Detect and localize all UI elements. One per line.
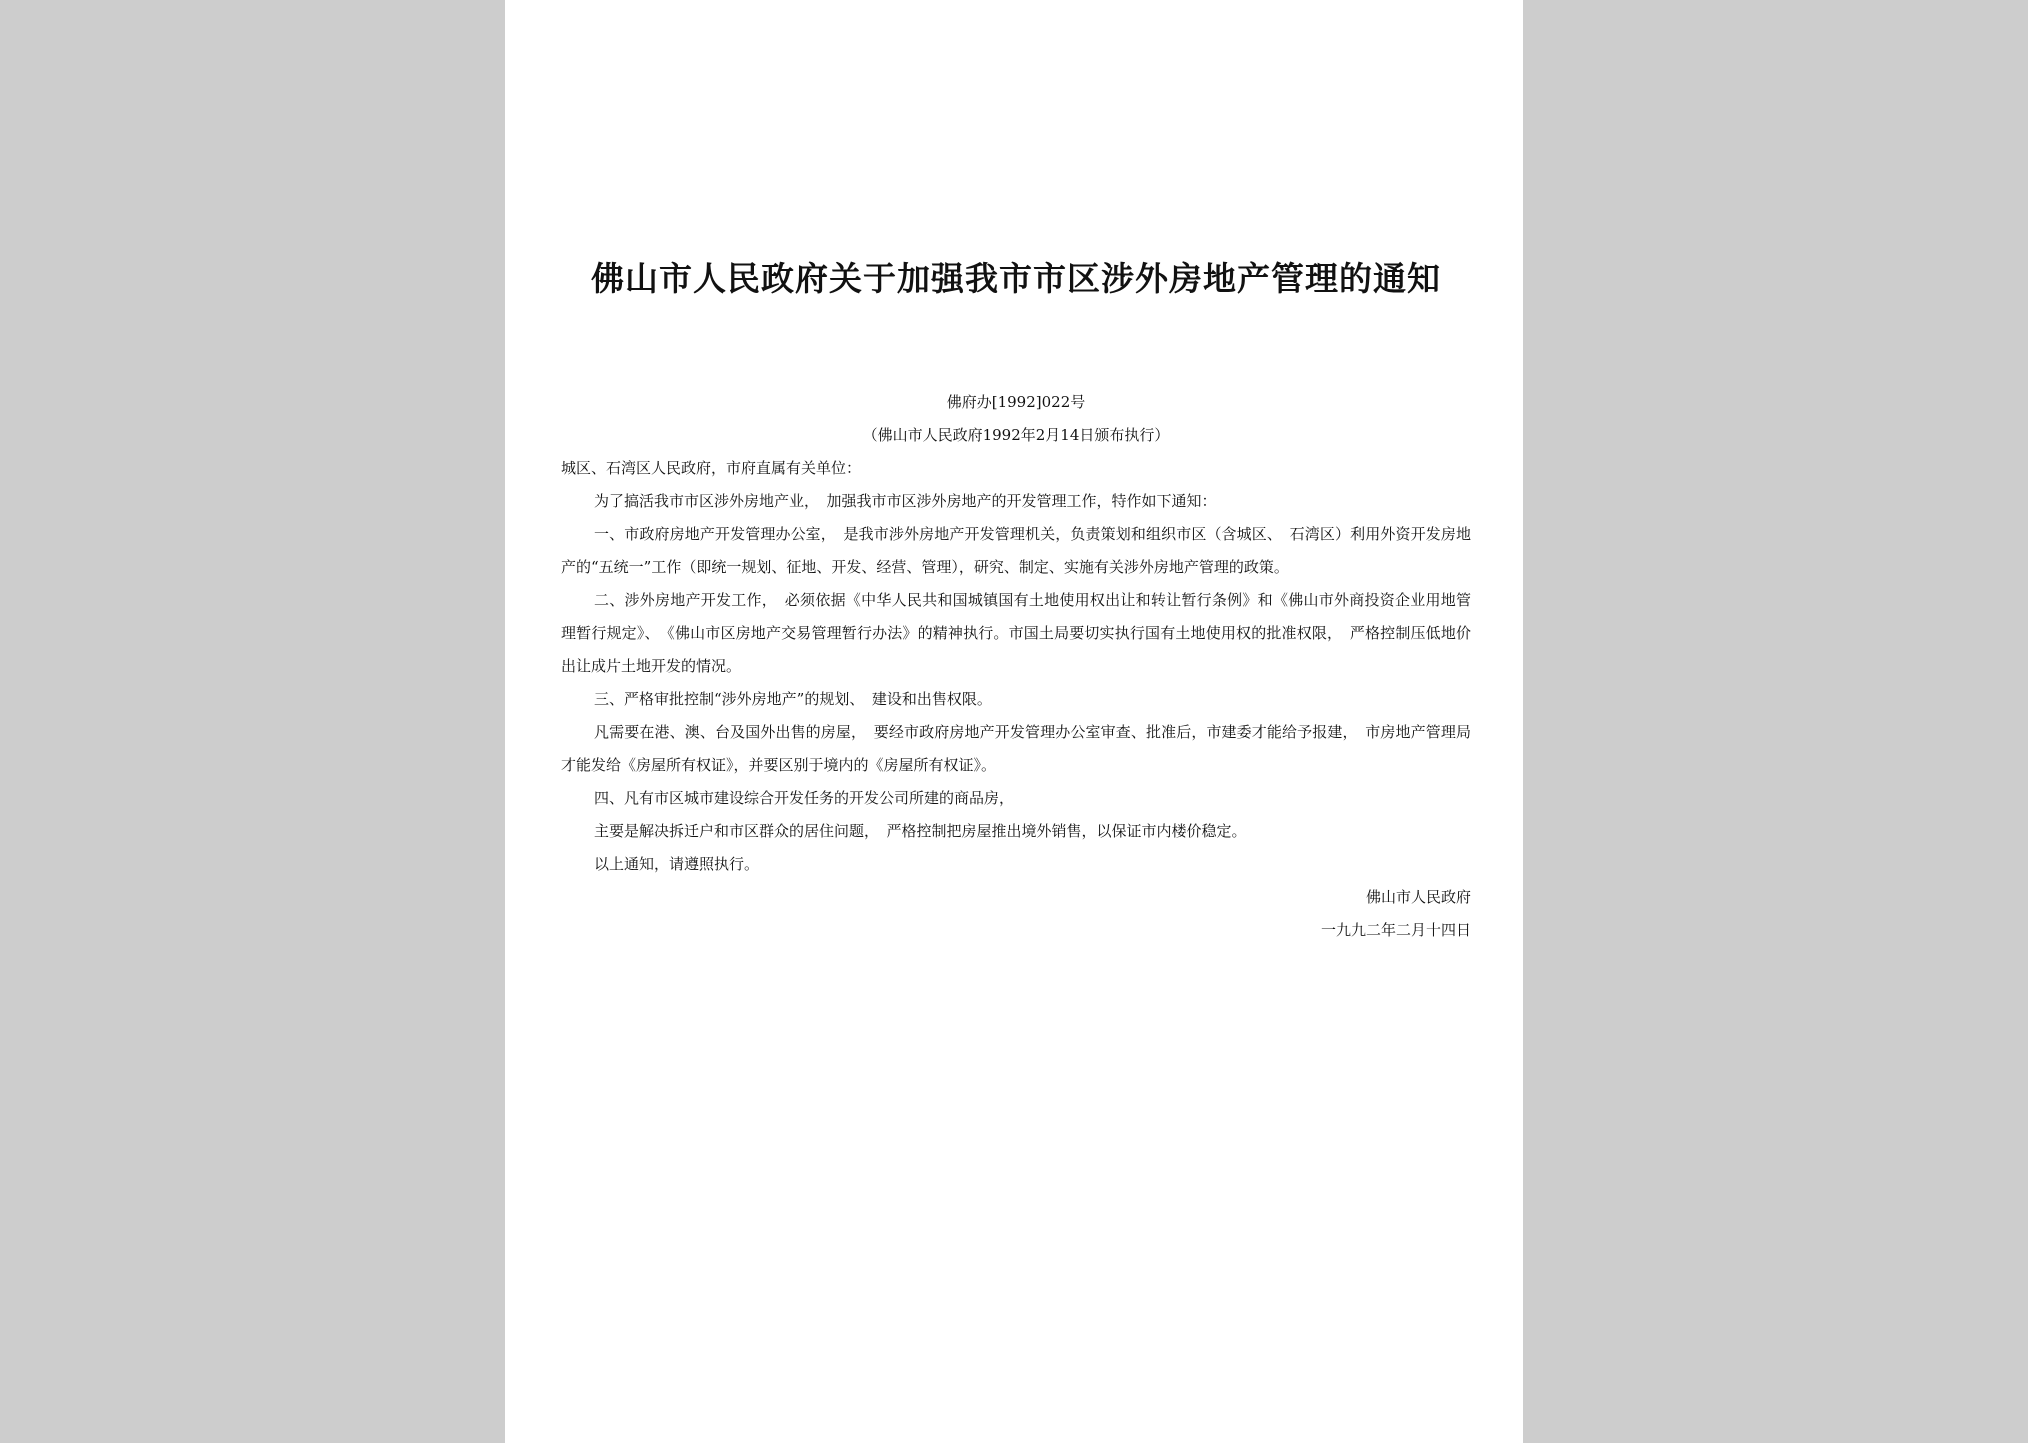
signature: 佛山市人民政府 (1365, 888, 1471, 906)
signature-date: 一九九二年二月十四日 (1320, 921, 1471, 939)
paragraph: 四、凡有市区城市建设综合开发任务的开发公司所建的商品房， (594, 789, 1015, 807)
document-page (505, 0, 1523, 1443)
salutation: 城区、石湾区人民政府，市府直属有关单位： (561, 459, 862, 477)
paragraph: 为了搞活我市市区涉外房地产业， 加强我市市区涉外房地产的开发管理工作，特作如下通知： (594, 492, 1217, 510)
document-content (561, 256, 1471, 947)
paragraph: 以上通知，请遵照执行。 (594, 855, 760, 873)
issued-note: （佛山市人民政府1992年2月14日颁布执行） (862, 426, 1170, 444)
paragraph: 凡需要在港、澳、台及国外出售的房屋， 要经市政府房地产开发管理办公室审查、批准后，市建委才能给予报建， 市房地产管理局才能发给《房屋所有权证》，并要区别于境内的《房屋所有权证》。 (561, 723, 1471, 774)
paragraph: 一、市政府房地产开发管理办公室， 是我市涉外房地产开发管理机关，负责策划和组织市区（含城区、 石湾区）利用外资开发房地产的“五统一”工作（即统一规划、征地、开发、经营、管理），研究、制定、实施有关涉外房地产管理的政策。 (561, 525, 1471, 576)
paragraph: 三、严格审批控制“涉外房地产”的规划、 建设和出售权限。 (594, 690, 992, 708)
document-title: 佛山市人民政府关于加强我市市区涉外房地产管理的通知 (591, 259, 1441, 298)
paragraph: 主要是解决拆迁户和市区群众的居住问题， 严格控制把房屋推出境外销售，以保证市内楼价稳定。 (594, 822, 1247, 840)
document-number: 佛府办[1992]022号 (946, 393, 1086, 411)
paragraph: 二、涉外房地产开发工作， 必须依据《中华人民共和国城镇国有土地使用权出让和转让暂行条例》和《佛山市外商投资企业用地管理暂行规定》、 《佛山市区房地产交易管理暂行办法》的精神执行。市国土局要切实执行国有土地使用权的批准权限， 严格控制压低地价出让成片土地开发的情况。 (561, 591, 1471, 675)
